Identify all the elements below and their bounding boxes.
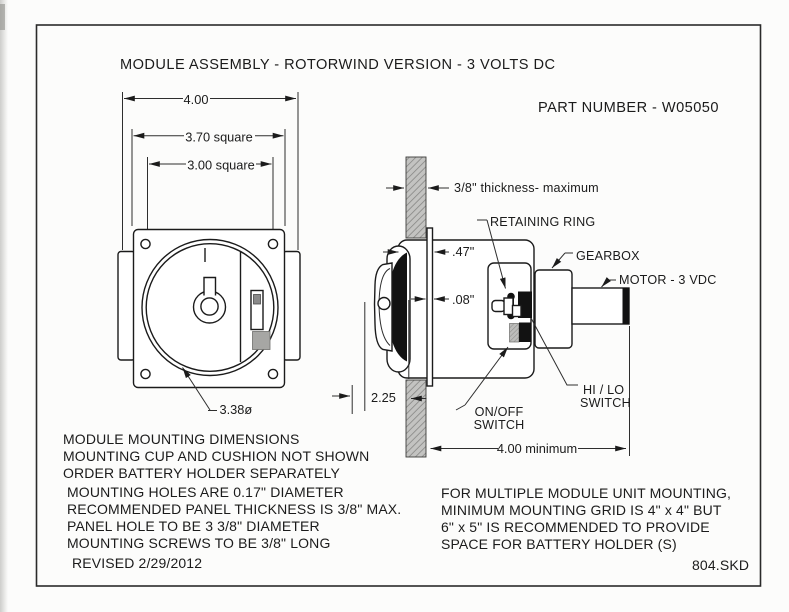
panel-thickness-label: 3/8" thickness- maximum xyxy=(454,181,599,195)
page-title: MODULE ASSEMBLY - ROTORWIND VERSION - 3 VOLTS DC xyxy=(120,57,556,73)
dim-overall-label: 4.00 xyxy=(183,92,209,107)
mounting-hole-bottom-left xyxy=(141,369,150,378)
motor-shape xyxy=(572,288,629,324)
on-off-label-line2: SWITCH xyxy=(473,418,525,432)
battery-contact-pad xyxy=(253,332,271,350)
notes-mounting xyxy=(63,431,369,481)
hi-lo-label-line1: HI / LO xyxy=(583,383,625,397)
note-line: MODULE MOUNTING DIMENSIONS xyxy=(63,431,300,447)
note-line: MOUNTING CUP AND CUSHION NOT SHOWN xyxy=(63,448,370,464)
note-line: SPACE FOR BATTERY HOLDER (S) xyxy=(441,536,677,552)
mounting-hole-bottom-right xyxy=(268,369,277,378)
note-line: RECOMMENDED PANEL THICKNESS IS 3/8" MAX. xyxy=(67,501,402,517)
winding-knob xyxy=(375,263,393,351)
dim-47-label: .47" xyxy=(452,244,475,259)
mounting-plate-edge xyxy=(427,228,433,386)
gearbox-leader xyxy=(552,253,573,268)
note-line: ORDER BATTERY HOLDER SEPARATELY xyxy=(63,465,340,481)
on-off-label-line1: ON/OFF xyxy=(474,405,524,419)
mounting-hole-top-right xyxy=(268,239,277,248)
note-line: 6" x 5" IS RECOMMENDED TO PROVIDE xyxy=(441,519,710,535)
retaining-ring-label: RETAINING RING xyxy=(490,215,596,229)
on-off-switch-slider xyxy=(510,324,520,343)
motor-endcap xyxy=(623,288,630,324)
gearbox-label: GEARBOX xyxy=(576,249,640,263)
cup-diameter-label: 3.38ø xyxy=(219,402,253,417)
note-line: MINIMUM MOUNTING GRID IS 4" x 4" BUT xyxy=(441,502,722,518)
panel-upper xyxy=(406,157,426,238)
motor-label: MOTOR - 3 VDC xyxy=(619,273,717,287)
mounting-tab-left xyxy=(118,252,135,361)
dim-clearance-label: 4.00 minimum xyxy=(496,441,578,456)
switch-window xyxy=(251,291,263,330)
dim-holes-label: 3.00 square xyxy=(187,157,255,173)
revision-note: REVISED 2/29/2012 xyxy=(72,555,203,571)
on-off-switch-body xyxy=(519,323,532,343)
note-line: MOUNTING HOLES ARE 0.17" DIAMETER xyxy=(67,484,344,500)
note-line: MOUNTING SCREWS TO BE 3/8" LONG xyxy=(67,535,331,551)
shaft-tip xyxy=(492,301,505,312)
front-view xyxy=(118,92,300,417)
dim-plate-label: 3.70 square xyxy=(185,129,253,145)
dim-225-label: 2.25 xyxy=(371,390,396,405)
side-view xyxy=(332,157,717,457)
dim-08-label: .08" xyxy=(452,292,475,307)
note-line: PANEL HOLE TO BE 3 3/8" DIAMETER xyxy=(67,518,320,534)
hi-lo-label-line2: SWITCH xyxy=(580,396,631,410)
switch-knob xyxy=(254,295,261,305)
notes-multi-unit xyxy=(441,485,731,552)
shaft-nut xyxy=(504,298,513,315)
panel-lower xyxy=(406,380,426,457)
note-line: FOR MULTIPLE MODULE UNIT MOUNTING, xyxy=(441,485,732,501)
motor-leader xyxy=(602,280,617,287)
mounting-tab-right xyxy=(283,252,300,361)
knob-hub xyxy=(378,298,390,310)
mounting-hole-top-left xyxy=(141,239,150,248)
part-number: PART NUMBER - W05050 xyxy=(538,100,719,116)
doc-number: 804.SKD xyxy=(692,557,750,573)
switch-pin xyxy=(513,306,522,317)
notes-specs xyxy=(67,484,401,551)
